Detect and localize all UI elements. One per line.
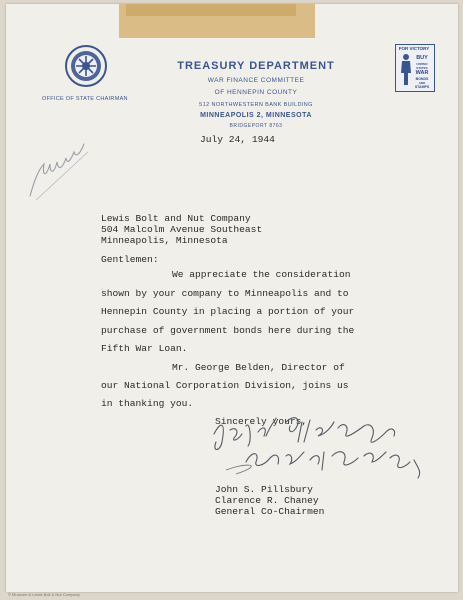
handwritten-signatures <box>206 412 446 482</box>
signatory-line: General Co-Chairmen <box>215 506 325 517</box>
letterhead-city: MINNEAPOLIS 2, MINNESOTA <box>200 112 312 119</box>
stamp-line: BUY <box>416 55 428 61</box>
body-line: Fifth War Loan. <box>101 343 188 354</box>
minuteman-icon <box>399 53 413 87</box>
letterhead-committee: WAR FINANCE COMMITTEE <box>207 77 305 84</box>
letter-sheet <box>6 4 458 592</box>
war-bonds-stamp <box>395 44 435 92</box>
salutation: Gentlemen: <box>101 254 159 265</box>
signatory-line: Clarence R. Chaney <box>215 495 319 506</box>
stamp-line: UNITED <box>416 62 428 66</box>
stamp-line: WAR <box>415 70 429 76</box>
pencil-notation-mailer <box>24 134 94 204</box>
letterhead-department: TREASURY DEPARTMENT <box>177 60 335 72</box>
body-line: shown by your company to Minneapolis and to <box>101 288 349 299</box>
body-line: in thanking you. <box>101 398 194 409</box>
stamp-line: FOR VICTORY <box>398 46 430 51</box>
copyright-footer: © Museum & Lewis Bolt & Nut Company <box>8 592 80 597</box>
body-line: We appreciate the consideration <box>172 269 351 280</box>
recipient-line: Minneapolis, Minnesota <box>101 235 228 246</box>
letterhead-building: 512 NORTHWESTERN BANK BUILDING <box>199 102 313 108</box>
stamp-line: STATES <box>416 66 428 70</box>
stamp-line: STAMPS <box>414 85 430 89</box>
closing: Sincerely yours, <box>215 416 308 427</box>
letterhead-county: OF HENNEPIN COUNTY <box>214 89 298 96</box>
office-label: OFFICE OF STATE CHAIRMAN <box>42 96 128 102</box>
treasury-seal-icon <box>64 44 108 88</box>
recipient-line: 504 Malcolm Avenue Southeast <box>101 224 263 235</box>
stamp-line: BONDS <box>415 77 429 81</box>
body-line: our National Corporation Division, joins us <box>101 380 349 391</box>
stamp-line: AND <box>418 81 426 85</box>
letterhead-phone: BRIDGEPORT 8763 <box>229 123 283 129</box>
body-line: Mr. George Belden, Director of <box>172 362 345 373</box>
body-line: purchase of government bonds here during the <box>101 325 355 336</box>
recipient-line: Lewis Bolt and Nut Company <box>101 213 251 224</box>
letter-date: July 24, 1944 <box>200 134 275 145</box>
signatory-line: John S. Pillsbury <box>215 484 313 495</box>
body-line: Hennepin County in placing a portion of your <box>101 306 355 317</box>
masking-tape-shadow <box>126 4 296 16</box>
